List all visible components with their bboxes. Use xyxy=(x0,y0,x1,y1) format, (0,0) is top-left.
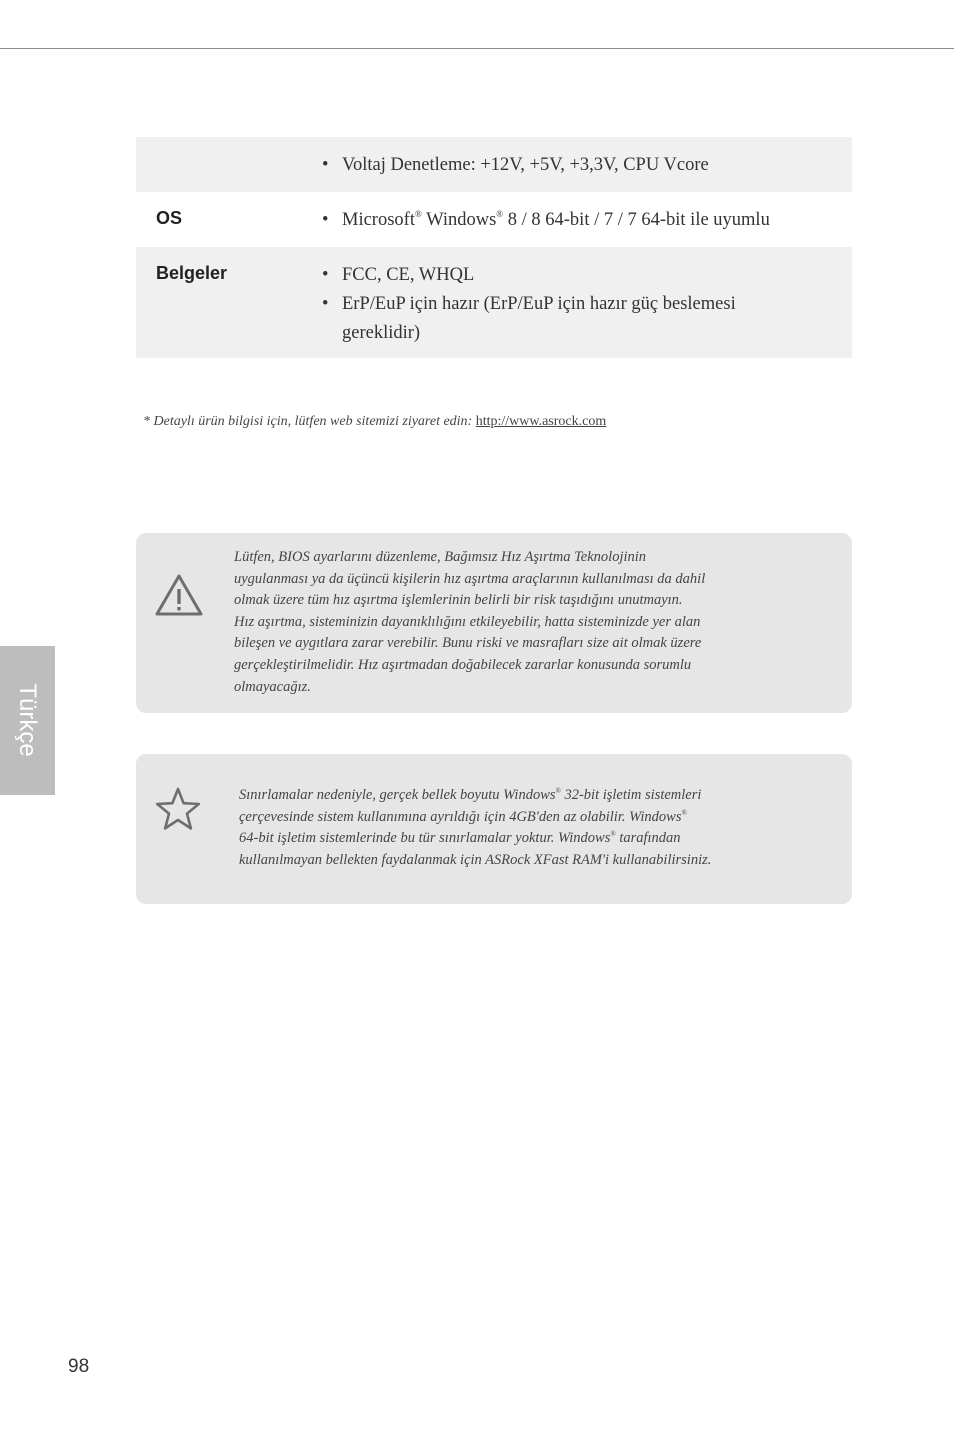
top-rule xyxy=(0,48,954,49)
bullet-icon: • xyxy=(322,265,329,285)
warning-triangle-icon xyxy=(154,573,204,618)
bullet-list xyxy=(322,151,842,180)
overclock-warning-note xyxy=(136,533,852,713)
row-label: OS xyxy=(156,208,183,228)
memory-limit-note xyxy=(136,754,852,904)
language-tab-label: Türkçe xyxy=(14,683,41,757)
bullet-icon: • xyxy=(322,210,329,230)
bullet-icon: • xyxy=(322,294,329,314)
memory-note-text: Sınırlamalar nedeniyle, gerçek bellek boyutu Windows® 32-bit işletim sistemleri çerçevesinde sistem kullanımına ayrıldığı için 4GB'den az olabilir. Windows® 64-bit işletim sistemlerinde bu tür sınırlamalar yoktur. Windows® tarafından kullanılmayan bellekten faydalanmak için ASRock XFast RAM'i kullanabilirsiniz. xyxy=(239,787,712,868)
list-item: • FCC, CE, WHQL xyxy=(322,261,842,290)
spec-row-voltage xyxy=(136,137,852,192)
list-item: • Voltaj Denetleme: +12V, +5V, +3,3V, CPU Vcore xyxy=(322,151,842,180)
bullet-list xyxy=(322,206,842,235)
list-item: • Microsoft® Windows® 8 / 8 64-bit / 7 / 7 64-bit ile uyumlu xyxy=(322,206,842,235)
spec-row-os xyxy=(136,192,852,247)
spec-row-certifications xyxy=(136,247,852,358)
list-item-continuation: gereklidir) xyxy=(342,323,421,343)
footnote xyxy=(143,414,606,430)
spec-table xyxy=(136,137,852,358)
warning-text: Lütfen, BIOS ayarlarını düzenleme, Bağımsız Hız Aşırtma Teknolojinin uygulanması ya da üçüncü kişilerin hız aşırtma araçlarının kullanılması da dahil olmak üzere tüm hız aşırtma işlemlerinin belirli bir risk taşıdığını unutmayın. Hız aşırtma, sisteminizin dayanıklılığını etkileyebilir, hatta sisteminizde yer alan bileşen ve aygıtlara zarar verebilir. Bunu riski ve masrafları size ait olmak üzere gerçekleştirilmelidir. Hız aşırtmadan doğabilecek zararlar konusunda sorumlu olmayacağız. xyxy=(234,549,706,695)
language-side-tab xyxy=(0,646,55,795)
list-item: • ErP/EuP için hazır (ErP/EuP için hazır güç beslemesi xyxy=(322,290,842,319)
star-icon xyxy=(154,786,202,832)
website-link[interactable]: http://www.asrock.com xyxy=(475,414,607,429)
footnote-text: * Detaylı ürün bilgisi için, lütfen web sitemizi ziyaret edin: xyxy=(143,414,476,429)
row-label: Belgeler xyxy=(156,263,228,283)
bullet-icon: • xyxy=(322,155,329,175)
bullet-list xyxy=(322,261,842,348)
page-number: 98 xyxy=(68,1356,90,1377)
